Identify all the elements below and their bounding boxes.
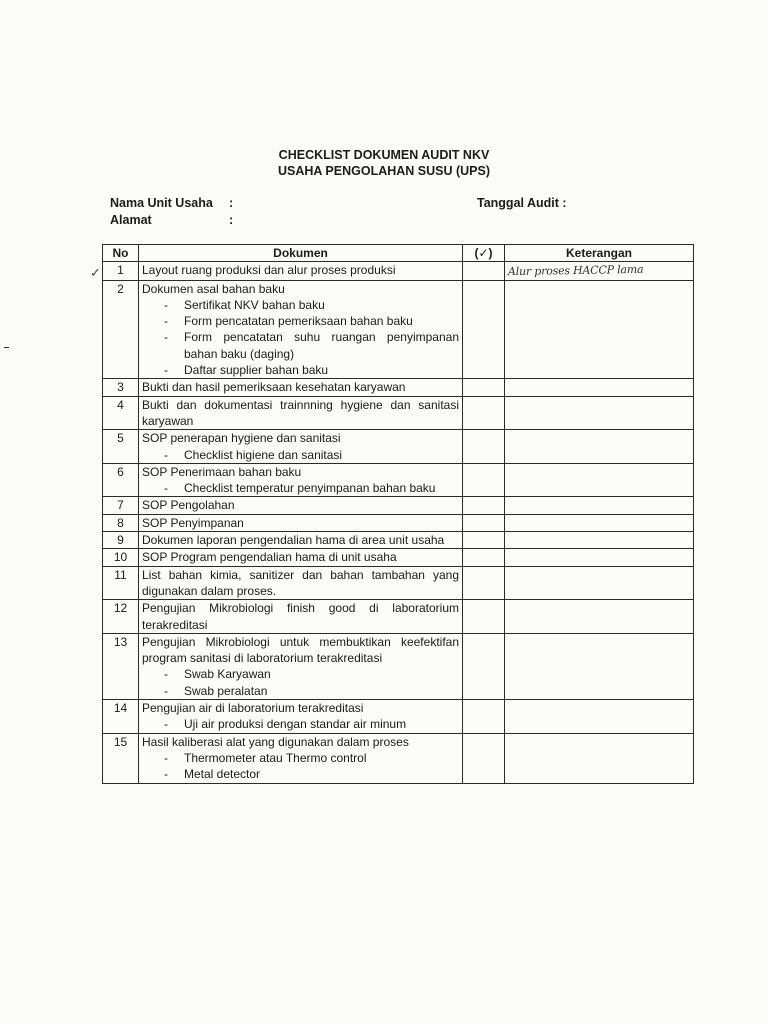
margin-tick-mark: ✓ — [90, 265, 101, 280]
table-row — [103, 463, 694, 497]
row-number: 1 — [103, 262, 139, 280]
table-row — [103, 549, 694, 566]
header-check: (✓) — [463, 245, 505, 262]
note-cell[interactable] — [505, 532, 694, 549]
table-row — [103, 262, 694, 280]
table-row — [103, 700, 694, 734]
check-cell[interactable] — [463, 280, 505, 379]
check-cell[interactable] — [463, 733, 505, 783]
check-cell[interactable] — [463, 633, 505, 699]
note-cell[interactable] — [505, 600, 694, 634]
note-cell[interactable] — [505, 566, 694, 600]
note-cell[interactable] — [505, 379, 694, 396]
document-name: SOP Program pengendalian hama di unit usaha — [142, 550, 397, 565]
document-cell — [139, 497, 463, 514]
check-cell[interactable] — [463, 497, 505, 514]
table-row — [103, 600, 694, 634]
document-cell — [139, 430, 463, 464]
document-name: Pengujian Mikrobiologi finish good di laboratorium terakreditasi — [142, 601, 459, 632]
note-cell[interactable] — [505, 497, 694, 514]
note-cell[interactable] — [505, 430, 694, 464]
table-row — [103, 497, 694, 514]
audit-date-label: Tanggal Audit : — [477, 196, 567, 210]
sub-item: - Sertifikat NKV bahan baku — [142, 297, 459, 313]
handwritten-note: Alur proses HACCP lama — [507, 263, 644, 279]
document-cell — [139, 700, 463, 734]
sub-item: - Metal detector — [142, 766, 459, 782]
row-number: 5 — [103, 430, 139, 464]
table-row — [103, 396, 694, 430]
document-name: Dokumen laporan pengendalian hama di area unit usaha — [142, 533, 445, 548]
table-header-row — [103, 245, 694, 262]
note-cell[interactable] — [505, 262, 694, 280]
check-cell[interactable] — [463, 379, 505, 396]
document-name: SOP penerapan hygiene dan sanitasi — [142, 431, 341, 446]
title-line-2: USAHA PENGOLAHAN SUSU (UPS) — [277, 164, 491, 178]
document-cell — [139, 549, 463, 566]
document-name: Pengujian Mikrobiologi untuk membuktikan keefektifan program sanitasi di laboratorium terakreditasi — [142, 634, 459, 666]
document-name: Pengujian air di laboratorium terakreditasi — [142, 701, 364, 716]
document-cell — [139, 262, 463, 280]
document-cell — [139, 396, 463, 430]
title-line-1: CHECKLIST DOKUMEN AUDIT NKV — [278, 148, 490, 162]
document-cell — [139, 532, 463, 549]
check-cell[interactable] — [463, 430, 505, 464]
header-document: Dokumen — [139, 245, 463, 262]
sub-item: - Checklist higiene dan sanitasi — [142, 447, 459, 463]
table-row — [103, 379, 694, 396]
row-number: 13 — [103, 633, 139, 699]
document-cell — [139, 600, 463, 634]
row-number: 15 — [103, 733, 139, 783]
sub-item: - Thermometer atau Thermo control — [142, 750, 459, 766]
document-name: SOP Pengolahan — [142, 498, 235, 513]
address-colon: : — [229, 213, 234, 227]
table-row — [103, 532, 694, 549]
sub-item: - Daftar supplier bahan baku — [142, 362, 459, 378]
sub-item: - Swab Karyawan — [142, 666, 459, 682]
document-title — [0, 147, 768, 179]
header-no: No — [103, 245, 139, 262]
document-name: Bukti dan hasil pemeriksaan kesehatan karyawan — [142, 380, 406, 395]
sub-item-list — [142, 297, 459, 378]
document-cell — [139, 514, 463, 531]
row-number: 4 — [103, 396, 139, 430]
sub-item: - Checklist temperatur penyimpanan bahan baku — [142, 480, 459, 496]
note-cell[interactable] — [505, 549, 694, 566]
note-cell[interactable] — [505, 733, 694, 783]
note-cell[interactable] — [505, 514, 694, 531]
check-cell[interactable] — [463, 566, 505, 600]
document-cell — [139, 379, 463, 396]
row-number: 9 — [103, 532, 139, 549]
note-cell[interactable] — [505, 700, 694, 734]
document-name: List bahan kimia, sanitizer dan bahan tambahan yang digunakan dalam proses. — [142, 567, 459, 598]
note-cell[interactable] — [505, 633, 694, 699]
document-cell — [139, 463, 463, 497]
table-row — [103, 566, 694, 600]
check-cell[interactable] — [463, 463, 505, 497]
document-cell — [139, 566, 463, 600]
note-cell[interactable] — [505, 463, 694, 497]
document-cell — [139, 633, 463, 699]
row-number: 10 — [103, 549, 139, 566]
check-cell[interactable] — [463, 549, 505, 566]
row-number: 12 — [103, 600, 139, 634]
document-name: Hasil kaliberasi alat yang digunakan dalam proses — [142, 734, 409, 749]
header-note: Keterangan — [505, 245, 694, 262]
document-name: SOP Penyimpanan — [142, 515, 244, 530]
row-number: 8 — [103, 514, 139, 531]
row-number: 6 — [103, 463, 139, 497]
sub-item: - Swab peralatan — [142, 683, 459, 699]
document-name: Bukti dan dokumentasi trainnning hygiene dan sanitasi karyawan — [142, 397, 459, 428]
row-number: 14 — [103, 700, 139, 734]
sub-item: - Form pencatatan pemeriksaan bahan baku — [142, 313, 459, 329]
check-cell[interactable] — [463, 600, 505, 634]
document-cell — [139, 280, 463, 379]
check-cell[interactable] — [463, 532, 505, 549]
row-number: 11 — [103, 566, 139, 600]
document-cell — [139, 733, 463, 783]
table-row — [103, 633, 694, 699]
checklist-table — [102, 244, 694, 784]
row-number: 3 — [103, 379, 139, 396]
sub-item-list — [142, 666, 459, 699]
sub-item: - Uji air produksi dengan standar air minum — [142, 716, 459, 732]
row-number: 7 — [103, 497, 139, 514]
check-cell[interactable] — [463, 514, 505, 531]
sub-item-list — [142, 716, 459, 732]
table-row — [103, 280, 694, 379]
note-cell[interactable] — [505, 280, 694, 379]
check-cell[interactable] — [463, 396, 505, 430]
table-row — [103, 430, 694, 464]
document-name: Layout ruang produksi dan alur proses produksi — [142, 263, 396, 278]
unit-name-label: Nama Unit Usaha — [110, 196, 213, 210]
row-number: 2 — [103, 280, 139, 379]
document-name: SOP Penerimaan bahan baku — [142, 464, 302, 479]
sub-item: - Form pencatatan suhu ruangan penyimpanan bahan baku (daging) — [142, 329, 459, 362]
unit-name-colon: : — [229, 196, 234, 210]
margin-dash-mark — [4, 347, 9, 348]
check-cell[interactable] — [463, 700, 505, 734]
document-name: Dokumen asal bahan baku — [142, 281, 285, 296]
address-label: Alamat — [110, 213, 152, 227]
check-cell[interactable] — [463, 262, 505, 280]
sub-item-list — [142, 750, 459, 783]
note-cell[interactable] — [505, 396, 694, 430]
table-row — [103, 514, 694, 531]
table-row — [103, 733, 694, 783]
sub-item-list — [142, 480, 459, 496]
sub-item-list — [142, 447, 459, 463]
